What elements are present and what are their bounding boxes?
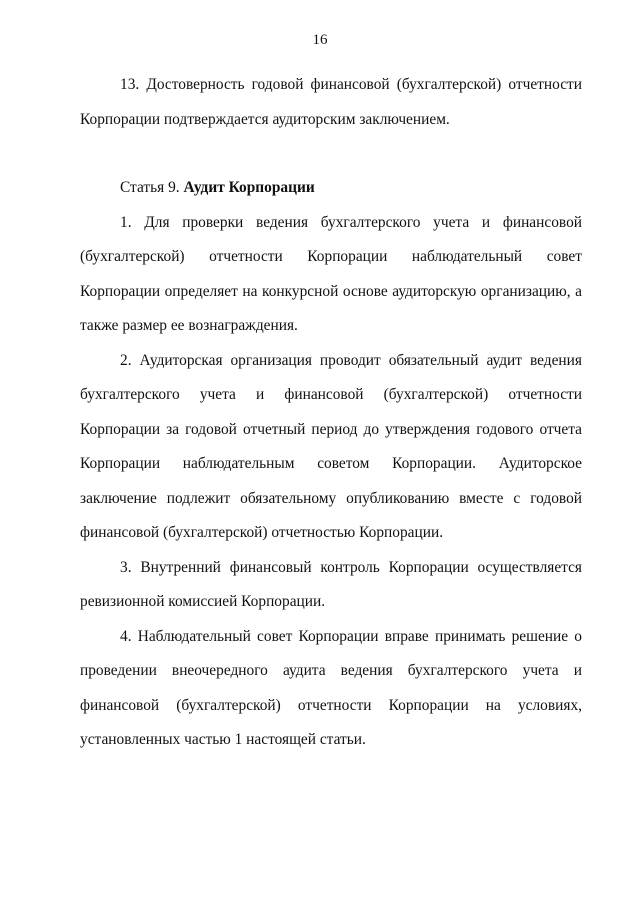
paragraph-3: 3. Внутренний финансовый контроль Корпорации осуществляется ревизионной комиссией Корпорации. (80, 558, 582, 610)
paragraph-2: 2. Аудиторская организация проводит обязательный аудит ведения бухгалтерского учета и финансовой (бухгалтерской) отчетности Корпорации за годовой отчетный период до утверждения годового отчета Корпорации наблюдательным советом Корпорации. Аудиторское заключение подлежит обязательному опубликованию вместе с годовой финансовой (бухгалтерской) отчетностью Корпорации. (80, 351, 582, 541)
article-number: Статья 9. (120, 179, 184, 196)
paragraph-13: 13. Достоверность годовой финансовой (бухгалтерской) отчетности Корпорации подтверждается аудиторским заключением. (80, 76, 582, 128)
article-title: Аудит Корпорации (183, 179, 315, 196)
document-body (80, 68, 582, 758)
paragraph-4: 4. Наблюдательный совет Корпорации вправе принимать решение о проведении внеочередного аудита ведения бухгалтерского учета и финансовой (бухгалтерской) отчетности Корпорации на условиях, установленных частью 1 настоящей статьи. (80, 627, 582, 748)
article-heading (80, 171, 582, 206)
paragraph-1: 1. Для проверки ведения бухгалтерского учета и финансовой (бухгалтерской) отчетности Корпорации наблюдательный совет Корпорации определяет на конкурсной основе аудиторскую организацию, а также размер ее вознаграждения. (80, 213, 582, 334)
page-number: 16 (312, 32, 328, 48)
